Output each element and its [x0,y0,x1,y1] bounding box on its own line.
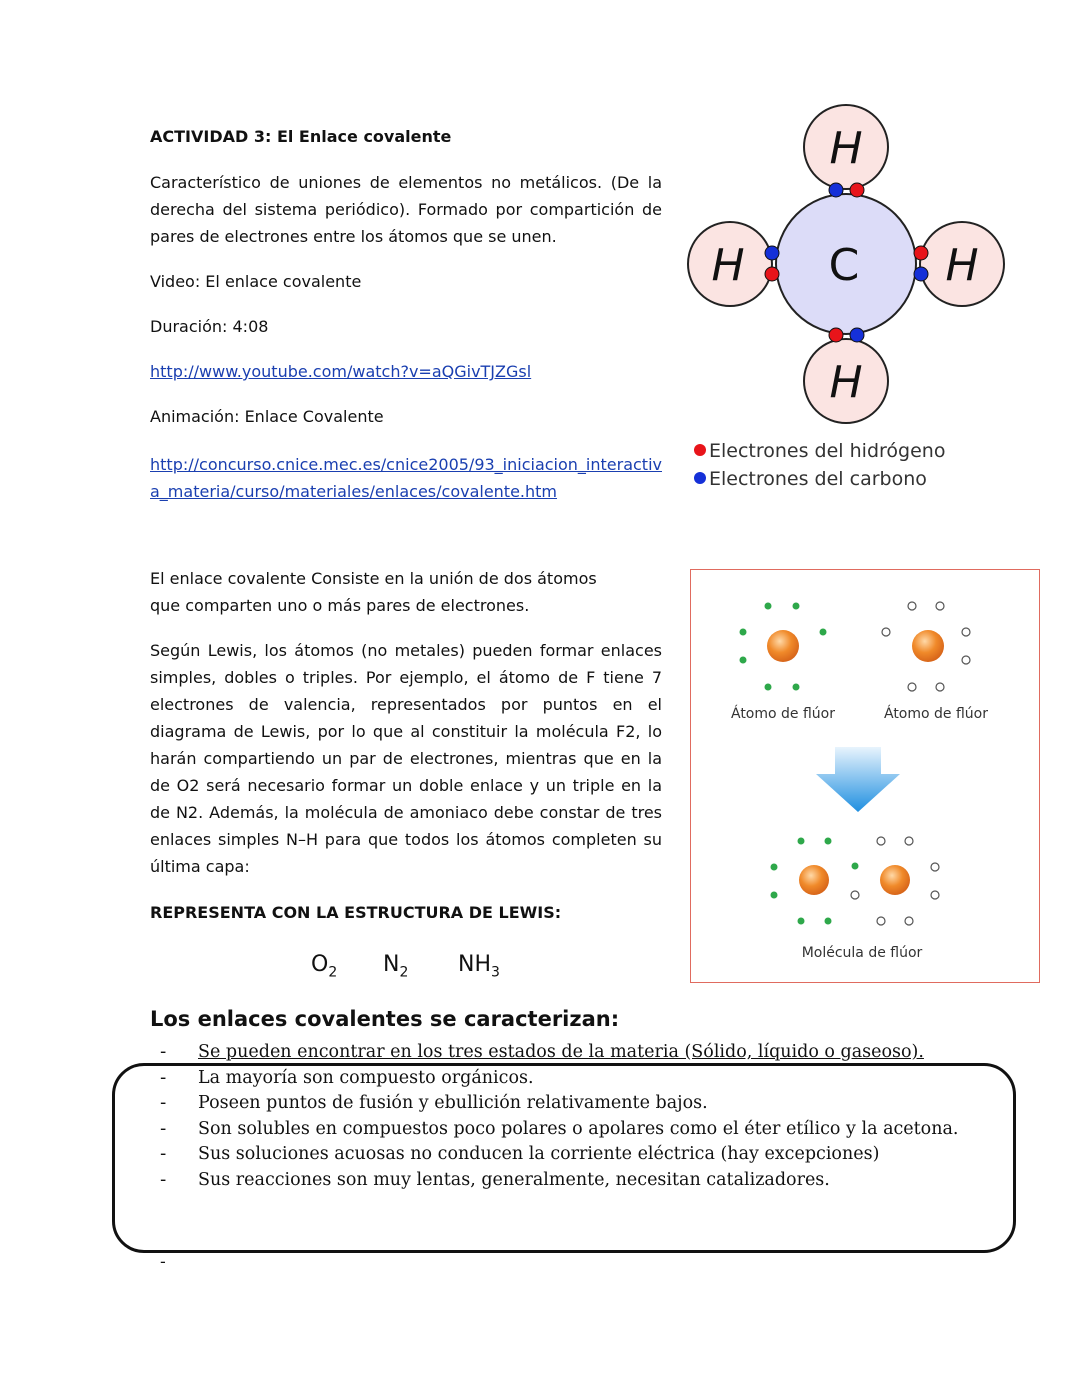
definition-paragraph: El enlace covalente Consiste en la unión de dos átomos que comparten uno o más pares de electrones. [150,569,597,615]
reaction-arrow [816,747,900,812]
hydrogen-label-right: H [945,240,979,291]
carbon-electron-bottom [850,328,864,342]
formula-nh3: $NH_3$ [458,952,500,981]
legend-carbon-text: Electrones del carbono [709,468,927,490]
fluorine-atom-label-right: Átomo de flúor [883,706,989,722]
duration-text: Duración: 4:08 [150,317,269,336]
carbon-electron-right [914,267,928,281]
carbon-electron-left [765,246,779,260]
list-item: - La mayoría son compuesto orgánicos. [160,1067,534,1088]
hydrogen-label-left: H [711,240,745,291]
list-item: - Poseen puntos de fusión y ebullición relativamente bajos. [160,1093,708,1113]
hydrogen-electron-left [765,267,779,281]
characteristics-heading: Los enlaces covalentes se caracterizan: [150,1007,620,1031]
carbon-electron-top [829,183,843,197]
characteristics-list [160,1040,959,1193]
molecule-label: Molécula de flúor [801,945,923,961]
fluorine-atom-label-left: Átomo de flúor [730,706,836,722]
hydrogen-label-bottom: H [829,357,863,408]
list-item: - Sus soluciones acuosas no conducen la corriente eléctrica (hay excepciones) [160,1144,880,1164]
formula-n2: $N_2$ [383,952,409,981]
trailing-bullet: - [160,1252,166,1271]
lewis-paragraph: Según Lewis, los átomos (no metales) pueden formar enlaces simples, dobles o triples. Por ejemplo, el átomo de F tiene 7 electrones de valencia, representados por puntos en el diagrama de Lewis, por lo que al constituir la molécula F2, lo harán compartiendo un par de electrones, mientras que en la de O2 será necesario formar un doble enlace y un triple en la de N2. Además, la molécula de amoniaco debe constar de tres enlaces simples N–H para que todos los átomos completen su última capa: [150,641,662,876]
animation-label: Animación: Enlace Covalente [150,407,384,426]
fluorine-nucleus-left [767,630,799,662]
video-link[interactable]: http://www.youtube.com/watch?v=aQGivTJZGsl [150,362,532,381]
hydrogen-electron-top [850,183,864,197]
formula-o2: $O_2$ [311,952,338,981]
list-item: - Son solubles en compuestos poco polares o apolares como el éter etílico y la acetona. [160,1118,959,1139]
intro-paragraph: Característico de uniones de elementos no metálicos. (De la derecha del sistema periódico). Formado por compartición de pares de electrones entre los átomos que se unen. [150,173,662,246]
activity-title: ACTIVIDAD 3: El Enlace covalente [150,127,452,146]
hydrogen-electron-bottom [829,328,843,342]
fluorine-nucleus-right [912,630,944,662]
legend-hydrogen-text: Electrones del hidrógeno [709,440,946,462]
video-label: Video: El enlace covalente [150,272,362,291]
molecule-nucleus-left [799,865,829,895]
molecule-nucleus-right [880,865,910,895]
animation-link-line2[interactable]: a_materia/curso/materiales/enlaces/covalente.htm [150,482,558,501]
legend-carbon-dot [694,472,706,484]
list-item: - Se pueden encontrar en los tres estados de la materia (Sólido, líquido o gaseoso). [160,1042,924,1062]
animation-link[interactable] [150,451,662,505]
legend-hydrogen-dot [694,444,706,456]
hydrogen-label-top: H [829,123,863,174]
hydrogen-electron-right [914,246,928,260]
carbon-label: C [828,240,860,291]
fluorine-diagram [690,569,1040,983]
animation-link-line1[interactable]: http://concurso.cnice.mec.es/cnice2005/93_iniciacion_interactiv [150,455,662,474]
methane-diagram [680,95,1020,500]
task-instruction: REPRESENTA CON LA ESTRUCTURA DE LEWIS: [150,903,562,922]
list-item: - Sus reacciones son muy lentas, generalmente, necesitan catalizadores. [160,1169,830,1190]
